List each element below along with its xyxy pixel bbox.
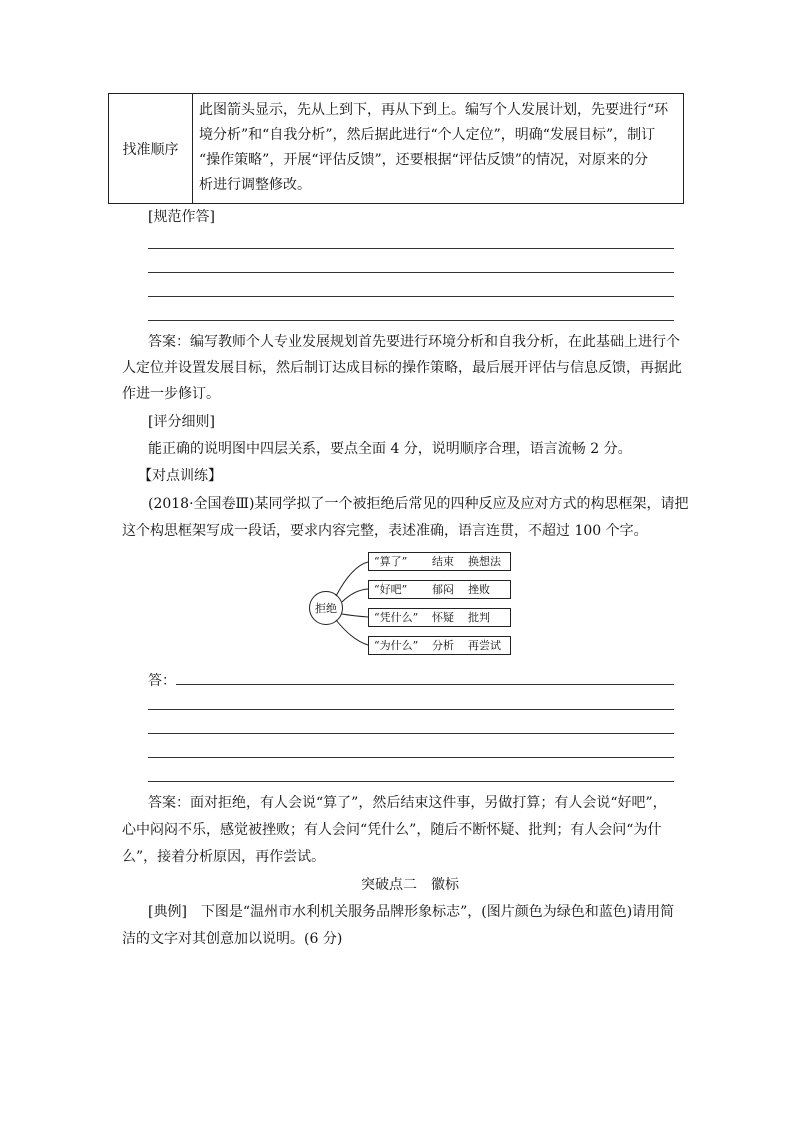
diagram-center-node: 拒绝 [309,591,343,625]
example-line: [典例] 下图是“温州市水利机关服务品牌形象标志”，(图片颜色为绿色和蓝色)请用简 [148,904,675,920]
standard-answer-heading: [规范作答] [148,209,215,225]
answer-line: 心中闷闷不乐，感觉被挫败；有人会问“凭什么”，随后不断怀疑、批判；有人会问“为什 [122,822,662,838]
example-line: 洁的文字对其创意加以说明。(6 分) [122,931,343,947]
table-line: “操作策略”，开展“评估反馈”，还要根据“评估反馈”的情况，对原来的分 [199,152,648,168]
criteria-heading: [评分细则] [148,414,215,430]
box-reaction: 结束 [432,555,454,568]
diagram-box [368,580,511,599]
box-say: “好吧” [374,583,408,596]
answer-line: 答案：编写教师个人专业发展规划首先要进行环境分析和自我分析，在此基础上进行个 [148,334,680,350]
box-response: 换想法 [468,555,501,568]
table-line: 境分析”和“自我分析”，然后据此进行“个人定位”，明确“发展目标”，制订 [199,127,656,143]
connector-3 [342,614,368,617]
box-reaction: 郁闷 [432,583,454,596]
section-title: 突破点二 徽标 [361,877,459,893]
answer-line: 作进一步修订。 [122,386,220,402]
box-say: “为什么” [374,639,419,652]
answer-rule [148,733,674,734]
question-line: 这个构思框架写成一段话，要求内容完整，表述准确，语言连贯，不超过 100 个字。 [122,523,648,539]
box-say: “凭什么” [374,611,419,624]
connector-2 [342,589,368,602]
table-label: 找准顺序 [109,94,193,203]
question-line: (2018·全国卷Ⅲ)某同学拟了一个被拒绝后常见的四种反应及应对方式的构思框架，请把 [148,496,689,512]
answer-rule [176,684,674,685]
answer-line: 么”，接着分析原因，再作尝试。 [122,849,326,865]
connector-1 [336,562,368,596]
box-reaction: 怀疑 [432,611,454,624]
answer-rule [148,757,674,758]
connector-4 [336,620,368,645]
diagram-box [368,608,511,627]
diagram-box [368,636,511,655]
box-response: 挫败 [468,583,490,596]
answer-prefix: 答： [148,673,176,689]
box-reaction: 分析 [432,639,454,652]
table-line: 析进行调整修改。 [199,177,311,193]
diagram-box [368,552,511,571]
box-response: 再尝试 [468,639,501,652]
answer-line: 答案：面对拒绝，有人会说“算了”，然后结束这件事，另做打算；有人会说“好吧”， [148,795,667,811]
box-say: “算了” [374,555,408,568]
criteria-text: 能正确的说明图中四层关系，要点全面 4 分，说明顺序合理，语言流畅 2 分。 [148,441,632,457]
answer-rule [148,781,674,782]
answer-rule [148,709,674,710]
answer-line: 人定位并设置发展目标，然后制订达成目标的操作策略，最后展开评估与信息反馈，再据此 [122,360,682,376]
box-response: 批判 [468,611,490,624]
training-heading: 【对点训练】 [138,468,222,484]
table-line: 此图箭头显示，先从上到下，再从下到上。编写个人发展计划，先要进行“环 [199,102,669,118]
